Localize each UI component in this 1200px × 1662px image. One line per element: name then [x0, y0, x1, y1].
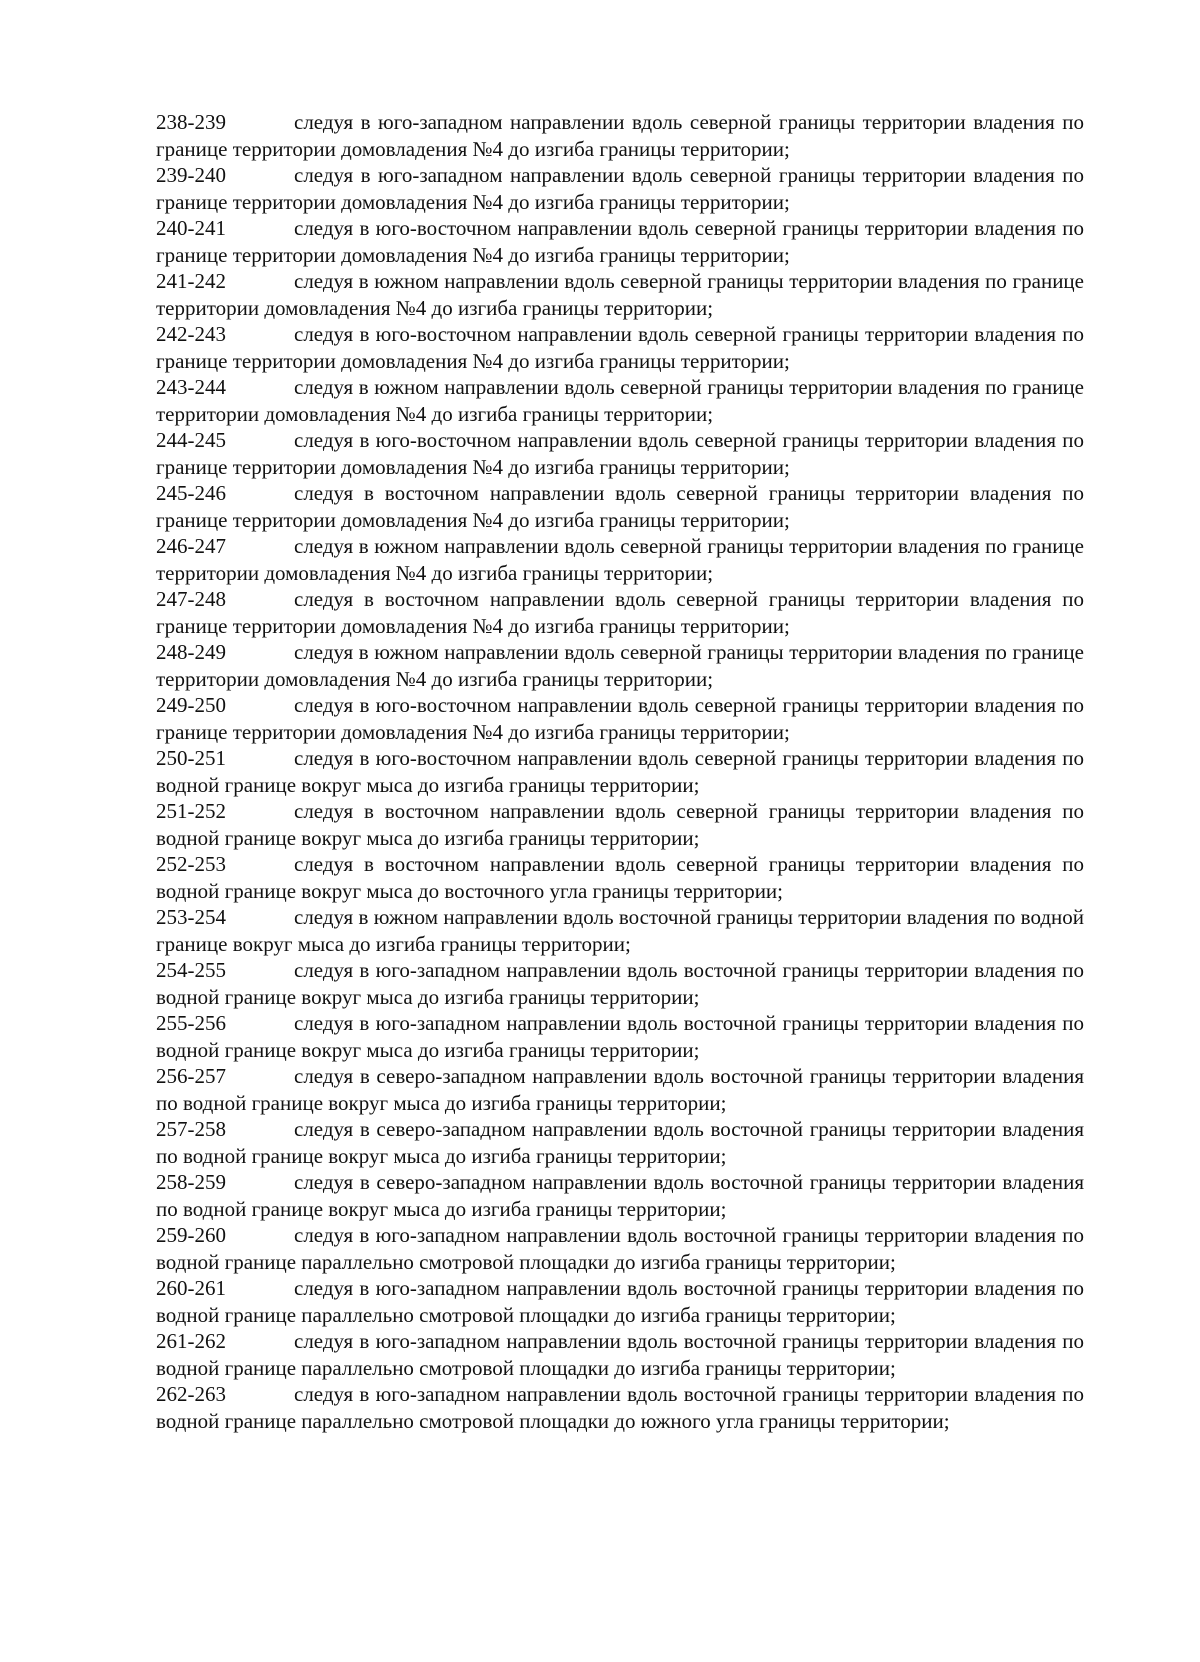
segment-description: следуя в восточном направлении вдоль северной границы территории владения по границе территории домовладения №4 до изгиба границы территории;	[156, 481, 1084, 532]
segment-number: 252-253	[156, 852, 226, 876]
boundary-entry	[156, 321, 1084, 374]
segment-description: следуя в юго-восточном направлении вдоль северной границы территории владения по границе территории домовладения №4 до изгиба границы территории;	[156, 693, 1084, 744]
segment-description: следуя в южном направлении вдоль северной границы территории владения по границе территории домовладения №4 до изгиба границы территории;	[156, 640, 1084, 691]
segment-number: 261-262	[156, 1329, 226, 1353]
segment-description: следуя в юго-восточном направлении вдоль северной границы территории владения по границе территории домовладения №4 до изгиба границы территории;	[156, 428, 1084, 479]
segment-number: 245-246	[156, 481, 226, 505]
boundary-entry	[156, 904, 1084, 957]
boundary-entry	[156, 1328, 1084, 1381]
segment-description: следуя в юго-восточном направлении вдоль северной границы территории владения по границе территории домовладения №4 до изгиба границы территории;	[156, 216, 1084, 267]
segment-number: 248-249	[156, 640, 226, 664]
segment-description: следуя в юго-западном направлении вдоль восточной границы территории владения по водной границе вокруг мыса до изгиба границы территории;	[156, 1011, 1084, 1062]
segment-description: следуя в северо-западном направлении вдоль восточной границы территории владения по водной границе вокруг мыса до изгиба границы территории;	[156, 1117, 1084, 1168]
boundary-entry	[156, 480, 1084, 533]
boundary-entry	[156, 1169, 1084, 1222]
segment-description: следуя в юго-восточном направлении вдоль северной границы территории владения по водной границе вокруг мыса до изгиба границы территории;	[156, 746, 1084, 797]
segment-number: 240-241	[156, 216, 226, 240]
segment-description: следуя в южном направлении вдоль северной границы территории владения по границе территории домовладения №4 до изгиба границы территории;	[156, 534, 1084, 585]
segment-description: следуя в северо-западном направлении вдоль восточной границы территории владения по водной границе вокруг мыса до изгиба границы территории;	[156, 1064, 1084, 1115]
segment-number: 256-257	[156, 1064, 226, 1088]
boundary-entry	[156, 957, 1084, 1010]
boundary-entry	[156, 798, 1084, 851]
boundary-entry	[156, 586, 1084, 639]
segment-number: 260-261	[156, 1276, 226, 1300]
boundary-entry	[156, 427, 1084, 480]
segment-number: 259-260	[156, 1223, 226, 1247]
boundary-entry	[156, 1116, 1084, 1169]
segment-number: 241-242	[156, 269, 226, 293]
segment-number: 251-252	[156, 799, 226, 823]
boundary-entry	[156, 1222, 1084, 1275]
boundary-entry	[156, 374, 1084, 427]
boundary-entry	[156, 215, 1084, 268]
segment-number: 244-245	[156, 428, 226, 452]
segment-description: следуя в восточном направлении вдоль северной границы территории владения по водной границе вокруг мыса до восточного угла границы территории;	[156, 852, 1084, 903]
boundary-entry	[156, 1381, 1084, 1434]
segment-description: следуя в южном направлении вдоль северной границы территории владения по границе территории домовладения №4 до изгиба границы территории;	[156, 375, 1084, 426]
segment-description: следуя в южном направлении вдоль северной границы территории владения по границе территории домовладения №4 до изгиба границы территории;	[156, 269, 1084, 320]
segment-description: следуя в северо-западном направлении вдоль восточной границы территории владения по водной границе вокруг мыса до изгиба границы территории;	[156, 1170, 1084, 1221]
segment-description: следуя в юго-западном направлении вдоль восточной границы территории владения по водной границе параллельно смотровой площадки до изгиба границы территории;	[156, 1276, 1084, 1327]
segment-number: 239-240	[156, 163, 226, 187]
boundary-entry	[156, 1010, 1084, 1063]
segment-description: следуя в юго-западном направлении вдоль северной границы территории владения по границе территории домовладения №4 до изгиба границы территории;	[156, 110, 1084, 161]
segment-description: следуя в юго-западном направлении вдоль восточной границы территории владения по водной границе параллельно смотровой площадки до изгиба границы территории;	[156, 1223, 1084, 1274]
segment-number: 247-248	[156, 587, 226, 611]
boundary-entry	[156, 1063, 1084, 1116]
segment-number: 258-259	[156, 1170, 226, 1194]
segment-description: следуя в юго-западном направлении вдоль восточной границы территории владения по водной границе параллельно смотровой площадки до южного угла границы территории;	[156, 1382, 1084, 1433]
segment-number: 253-254	[156, 905, 226, 929]
segment-number: 242-243	[156, 322, 226, 346]
segment-number: 238-239	[156, 110, 226, 134]
segment-number: 257-258	[156, 1117, 226, 1141]
segment-number: 246-247	[156, 534, 226, 558]
boundary-entry	[156, 745, 1084, 798]
segment-description: следуя в южном направлении вдоль восточной границы территории владения по водной границе вокруг мыса до изгиба границы территории;	[156, 905, 1084, 956]
boundary-entry	[156, 851, 1084, 904]
segment-description: следуя в юго-западном направлении вдоль восточной границы территории владения по водной границе вокруг мыса до изгиба границы территории;	[156, 958, 1084, 1009]
segment-description: следуя в юго-западном направлении вдоль восточной границы территории владения по водной границе параллельно смотровой площадки до изгиба границы территории;	[156, 1329, 1084, 1380]
boundary-entry	[156, 533, 1084, 586]
boundary-entry	[156, 692, 1084, 745]
boundary-entry	[156, 1275, 1084, 1328]
segment-number: 249-250	[156, 693, 226, 717]
segment-number: 255-256	[156, 1011, 226, 1035]
segment-description: следуя в восточном направлении вдоль северной границы территории владения по водной границе вокруг мыса до изгиба границы территории;	[156, 799, 1084, 850]
document-body	[156, 109, 1084, 1434]
boundary-entry	[156, 162, 1084, 215]
boundary-entry	[156, 639, 1084, 692]
segment-description: следуя в восточном направлении вдоль северной границы территории владения по границе территории домовладения №4 до изгиба границы территории;	[156, 587, 1084, 638]
boundary-entry	[156, 268, 1084, 321]
segment-number: 243-244	[156, 375, 226, 399]
segment-number: 262-263	[156, 1382, 226, 1406]
segment-number: 250-251	[156, 746, 226, 770]
boundary-entry	[156, 109, 1084, 162]
segment-number: 254-255	[156, 958, 226, 982]
segment-description: следуя в юго-восточном направлении вдоль северной границы территории владения по границе территории домовладения №4 до изгиба границы территории;	[156, 322, 1084, 373]
segment-description: следуя в юго-западном направлении вдоль северной границы территории владения по границе территории домовладения №4 до изгиба границы территории;	[156, 163, 1084, 214]
